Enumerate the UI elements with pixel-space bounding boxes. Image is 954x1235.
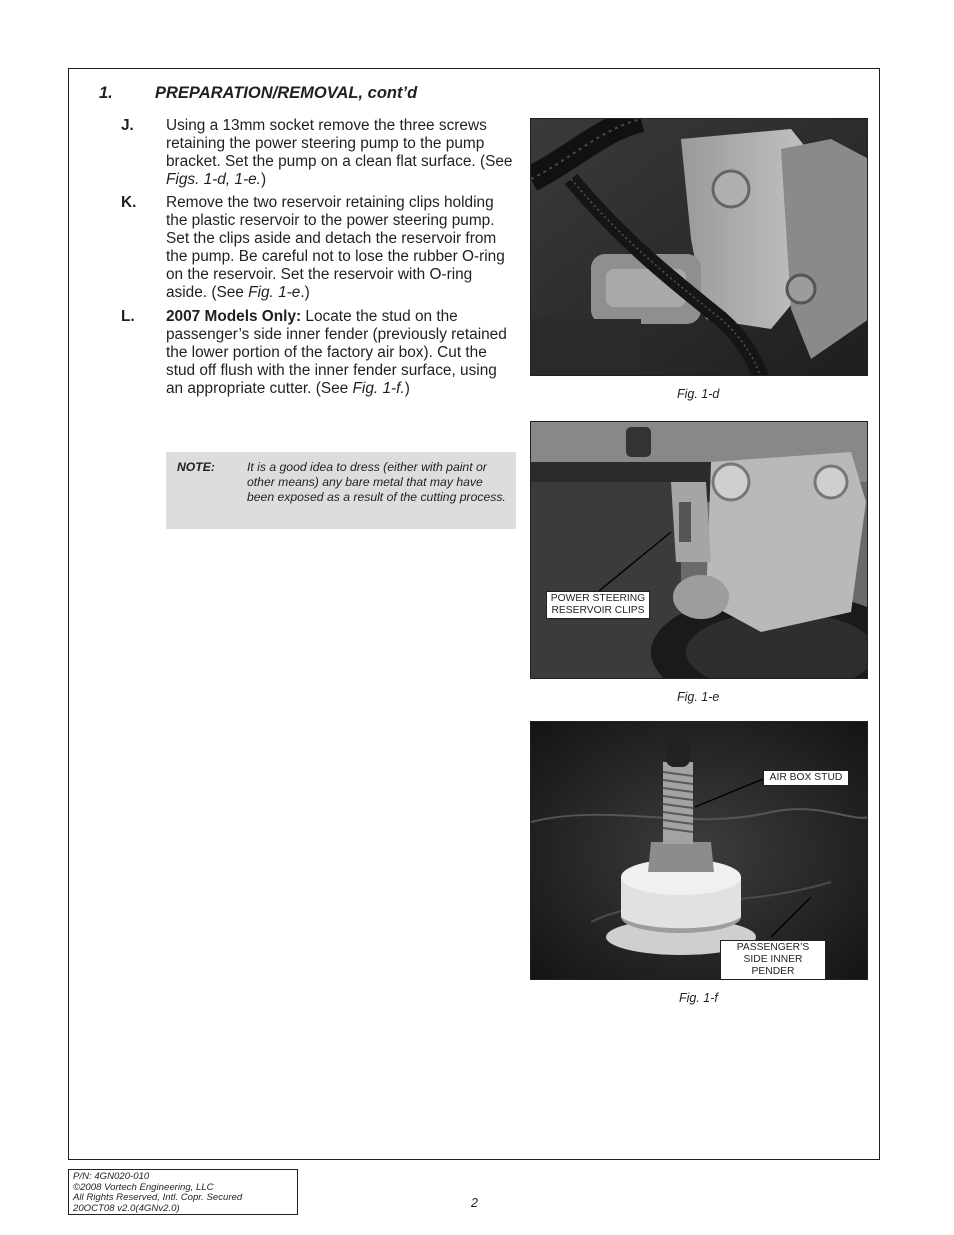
callout-air-box-stud: AIR BOX STUD [763,770,849,786]
step-text-end: .) [300,283,310,301]
callout-reservoir-clips: POWER STEERING RESERVOIR CLIPS [546,591,650,619]
section-heading [99,84,417,103]
rights-statement: All Rights Reserved, Intl. Copr. Secured [73,1192,243,1203]
revision: 20OCT08 v2.0(4GNv2.0) [73,1202,180,1214]
pump-illustration [531,422,868,679]
callout-inner-fender: PASSENGER’S SIDE INNER PENDER [720,940,826,980]
photo-fig-1e [530,421,868,679]
part-number: P/N: 4GN020-010 [73,1171,150,1182]
section-number: 1. [99,84,113,102]
note-text: It is a good idea to dress (either with paint or other means) any bare metal that may have been exposed as a result of the cutting process. [247,460,506,504]
step-body [166,117,516,189]
photo-fig-1d [530,118,868,376]
footer-info-box [68,1169,298,1215]
copyright: ©2008 Vortech Engineering, LLC [73,1181,214,1193]
step-letter: L. [121,308,135,325]
figure-caption: Fig. 1-d [677,387,720,401]
note-box [166,452,516,529]
page-number: 2 [471,1196,478,1210]
figure-reference: Fig. 1-f. [352,379,405,397]
figure-reference: Figs. 1-d, 1-e. [166,170,261,188]
step-text: Using a 13mm socket remove the three screws retaining the power steering pump to the pump bracket. Set the pump on a clean flat surface. (See [166,117,513,170]
step-l [121,308,516,398]
figure-caption: Fig. 1-e [677,690,720,704]
step-letter: J. [121,117,134,134]
section-title: PREPARATION/REMOVAL, cont’d [155,84,418,102]
note-label: NOTE: [177,460,215,474]
step-text-end: ) [404,379,410,397]
step-emphasis: 2007 Models Only: [166,308,302,325]
step-k [121,194,516,301]
step-j [121,117,516,189]
figure-reference: Fig. 1-e [248,283,301,301]
engine-bay-illustration [531,119,868,376]
step-body [166,194,516,301]
step-text: Remove the two reservoir retaining clips holding the plastic reservoir to the power steering pump. Set the clips aside and detach the reservoir from the pump. Be careful not to lose the rubber O-ring on the reservoir. Set the reservoir with O-ring aside. (See [166,194,505,301]
figure-caption: Fig. 1-f [679,991,718,1005]
step-letter: K. [121,194,137,211]
step-text-end: ) [260,170,267,188]
step-text: Locate the stud on the passenger’s side inner fender (previously retained the lower portion of the factory air box). Cut the stud off flush with the inner fender surface, using an appropriate cutter. (See [166,308,507,397]
step-body [166,308,516,398]
